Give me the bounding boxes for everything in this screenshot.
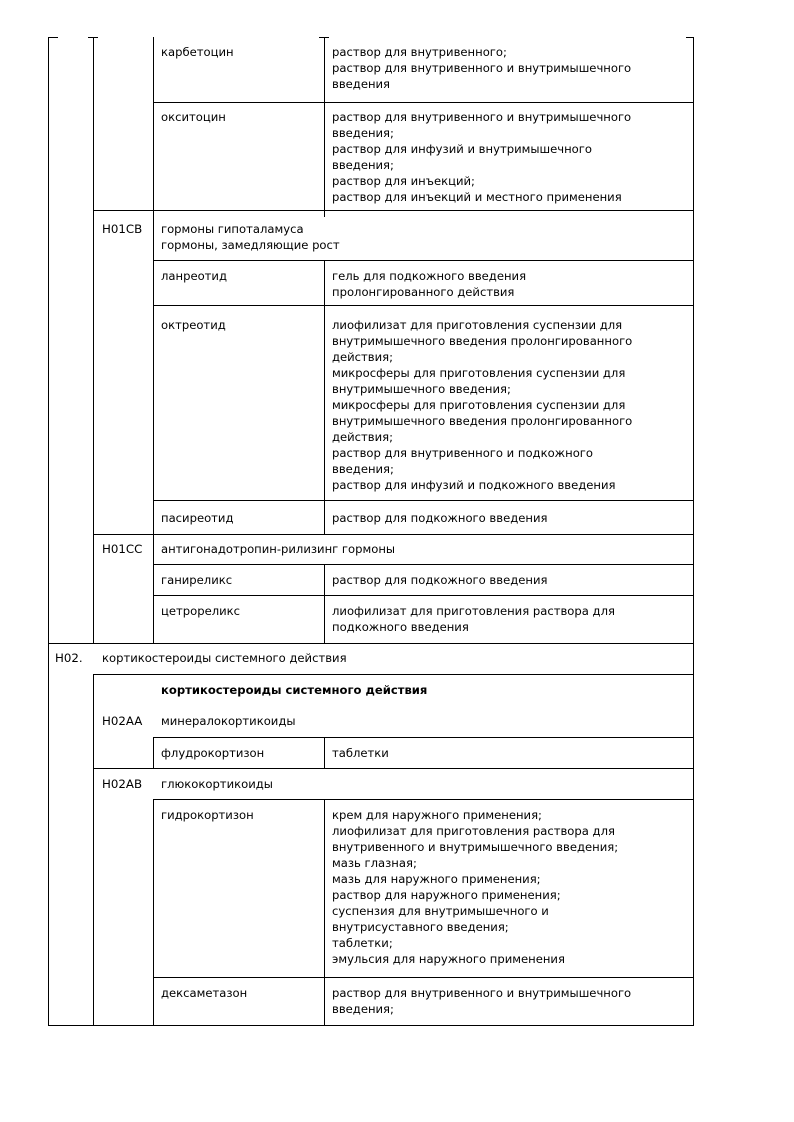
drug-name-dexamethasone: дексаметазон <box>161 986 248 1000</box>
drug-name-pasireotide: пасиреотид <box>161 511 234 525</box>
dosage-form-line: раствор для инфузий и внутримышечного <box>332 142 592 156</box>
group-name: глюкокортикоиды <box>161 777 273 791</box>
subgroup-heading: кортикостероиды системного действия <box>161 683 428 697</box>
group-name: минералокортикоиды <box>161 714 296 728</box>
dosage-form-line: суспензия для внутримышечного и <box>332 904 549 918</box>
dosage-form-line: раствор для внутривенного; <box>332 45 507 59</box>
dosage-form-line: пролонгированного действия <box>332 285 515 299</box>
dosage-form-line: раствор для внутривенного и внутримышечного <box>332 110 632 124</box>
atc-code-h01cb: H01CB <box>102 222 143 236</box>
dosage-form-line: микросферы для приготовления суспензии для <box>332 398 626 412</box>
dosage-form-line: микросферы для приготовления суспензии для <box>332 366 626 380</box>
dosage-form-line: действия; <box>332 430 394 444</box>
dosage-form-line: раствор для подкожного введения <box>332 573 548 587</box>
dosage-form-line: введения; <box>332 126 394 140</box>
dosage-form-line: таблетки <box>332 746 389 760</box>
dosage-form-line: раствор для внутривенного и внутримышечного <box>332 986 632 1000</box>
dosage-form-line: мазь для наружного применения; <box>332 872 541 886</box>
dosage-form-line: внутримышечного введения пролонгированного <box>332 334 633 348</box>
dosage-form-line: подкожного введения <box>332 620 469 634</box>
group-name-line: гормоны, замедляющие рост <box>161 238 340 252</box>
dosage-form-line: введения; <box>332 462 394 476</box>
dosage-form-line: действия; <box>332 350 394 364</box>
dosage-form-line: таблетки; <box>332 936 393 950</box>
atc-code-h02: H02. <box>55 651 83 665</box>
drug-name-oxytocin: окситоцин <box>161 110 226 124</box>
atc-code-h01cc: H01CC <box>102 542 143 556</box>
drug-name-karbetocin: карбетоцин <box>161 45 234 59</box>
dosage-form-line: гель для подкожного введения <box>332 269 527 283</box>
dosage-form-line: эмульсия для наружного применения <box>332 952 565 966</box>
dosage-form-line: раствор для внутривенного и подкожного <box>332 446 593 460</box>
dosage-form-line: внутримышечного введения; <box>332 382 511 396</box>
dosage-form-line: мазь глазная; <box>332 856 417 870</box>
atc-code-h02aa: H02AA <box>102 714 143 728</box>
dosage-form-line: раствор для подкожного введения <box>332 511 548 525</box>
dosage-form-line: внутривенного и внутримышечного введения; <box>332 840 619 854</box>
dosage-form-line: крем для наружного применения; <box>332 808 542 822</box>
dosage-form-line: раствор для инъекций; <box>332 174 475 188</box>
drug-name-ganirelix: ганиреликс <box>161 573 233 587</box>
group-name: антигонадотропин-рилизинг гормоны <box>161 542 396 556</box>
dosage-form-line: внутрисуставного введения; <box>332 920 509 934</box>
drug-name-cetrorelix: цетрореликс <box>161 604 241 618</box>
dosage-form-line: введения <box>332 77 391 91</box>
drug-name-fludrocortisone: флудрокортизон <box>161 746 265 760</box>
dosage-form-line: лиофилизат для приготовления суспензии для <box>332 318 623 332</box>
dosage-form-line: лиофилизат для приготовления раствора для <box>332 604 615 618</box>
atc-code-h02ab: H02AB <box>102 777 143 791</box>
dosage-form-line: введения; <box>332 158 394 172</box>
dosage-form-line: введения; <box>332 1002 394 1016</box>
dosage-form-line: раствор для наружного применения; <box>332 888 561 902</box>
dosage-form-line: раствор для инфузий и подкожного введения <box>332 478 616 492</box>
drug-name-lanreotide: ланреотид <box>161 269 227 283</box>
dosage-form-line: раствор для внутривенного и внутримышечного <box>332 61 632 75</box>
drug-name-hydrocortisone: гидрокортизон <box>161 808 254 822</box>
drug-name-octreotide: октреотид <box>161 318 226 332</box>
dosage-form-line: раствор для инъекций и местного применения <box>332 190 622 204</box>
dosage-form-line: внутримышечного введения пролонгированного <box>332 414 633 428</box>
group-name-line: гормоны гипоталамуса <box>161 222 304 236</box>
dosage-form-line: лиофилизат для приготовления раствора для <box>332 824 615 838</box>
group-name: кортикостероиды системного действия <box>102 651 347 665</box>
